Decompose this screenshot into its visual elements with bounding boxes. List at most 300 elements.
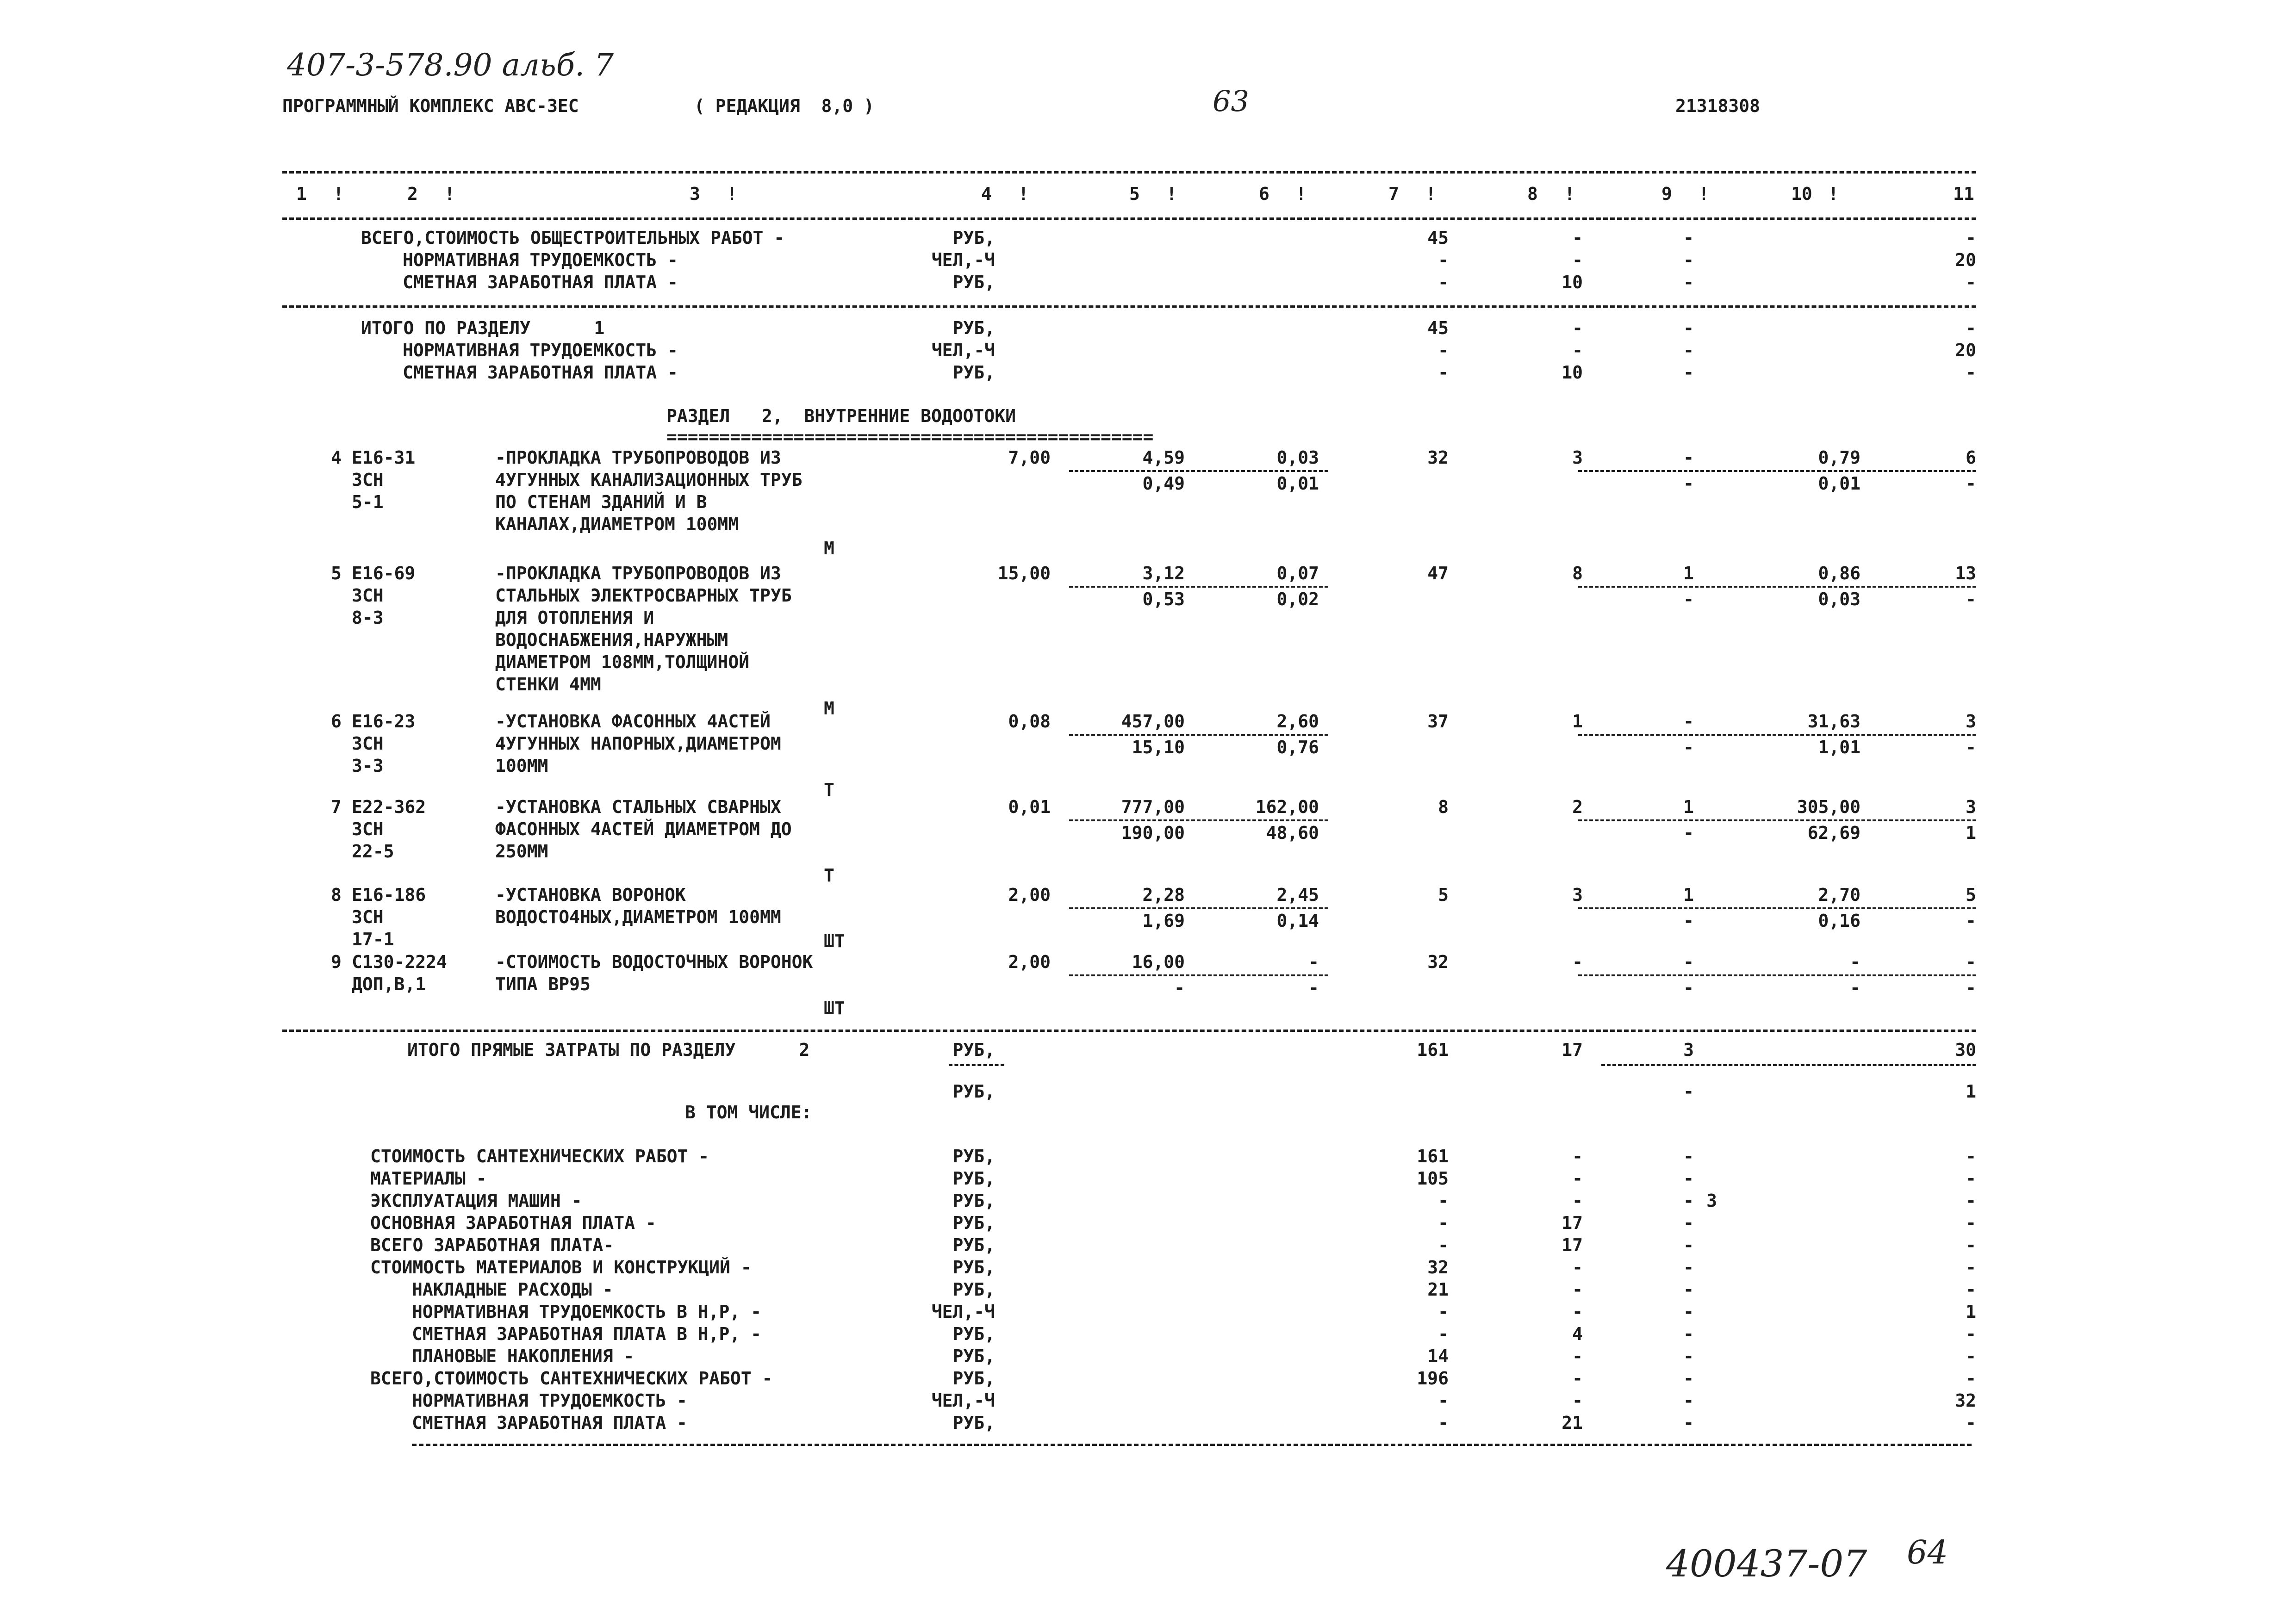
section1-total-c9: - <box>1683 362 1694 383</box>
item-c6b: - <box>1308 978 1319 998</box>
including-row-unit: РУБ, <box>952 1146 995 1166</box>
including-row-unit: ЧЕЛ,-Ч <box>931 1390 995 1411</box>
item-description: СТЕНКИ 4ММ <box>495 674 601 695</box>
including-row-c11: 32 <box>1955 1390 1976 1411</box>
column-number-6: 6 <box>1259 184 1269 204</box>
including-row-c9: - <box>1683 1146 1694 1166</box>
item-description: ВОДОСНАБЖЕНИЯ,НАРУЖНЫМ <box>495 630 728 650</box>
item-rule-a <box>1069 907 1328 909</box>
item-c8: 8 <box>1572 563 1583 583</box>
column-separator: ! <box>1425 184 1436 204</box>
general-total-c7: 45 <box>1427 228 1449 248</box>
item-c9b: - <box>1683 911 1694 931</box>
item-c11b: - <box>1966 473 1976 494</box>
direct-costs-unit: РУБ, <box>952 1040 995 1060</box>
including-row-c8: - <box>1572 1279 1583 1300</box>
including-row-c11: 1 <box>1966 1302 1976 1322</box>
item-c10a: - <box>1850 952 1860 972</box>
column-separator: ! <box>1166 184 1177 204</box>
item-c9b: - <box>1683 823 1694 843</box>
including-row-label: СТОИМОСТЬ МАТЕРИАЛОВ И КОНСТРУКЦИЙ - <box>370 1257 752 1278</box>
including-row-c8: - <box>1572 1302 1583 1322</box>
including-row-c7: - <box>1438 1324 1449 1344</box>
including-row-unit: РУБ, <box>952 1346 995 1366</box>
including-row-c8: 17 <box>1562 1235 1583 1255</box>
including-row-c9: - <box>1683 1235 1694 1255</box>
handwritten-code-top: 407-3-578.90 альб. 7 <box>287 47 614 83</box>
item-c9a: 1 <box>1683 797 1694 817</box>
item-c11b: - <box>1966 589 1976 609</box>
column-number-3: 3 <box>690 184 700 204</box>
item-quantity: 0,01 <box>1008 797 1051 817</box>
item-c5a: 457,00 <box>1121 711 1185 732</box>
including-row-c11: - <box>1966 1346 1976 1366</box>
item-rule-a <box>1069 734 1328 736</box>
item-c7: 47 <box>1427 563 1449 583</box>
direct-costs-rule <box>949 1064 1004 1066</box>
including-row-label: НОРМАТИВНАЯ ТРУДОЕМКОСТЬ - <box>412 1390 687 1411</box>
item-number: 6 <box>331 711 342 732</box>
item-c9b: - <box>1683 589 1694 609</box>
including-title: В ТОМ ЧИСЛЕ: <box>685 1102 812 1123</box>
column-number-10: 10 <box>1791 184 1812 204</box>
item-quantity: 2,00 <box>1008 885 1051 905</box>
including-row-c7: 14 <box>1427 1346 1449 1366</box>
item-c6a: 2,45 <box>1276 885 1319 905</box>
item-description: ПО СТЕНАМ ЗДАНИЙ И В <box>495 492 707 512</box>
section1-total-c11: - <box>1966 362 1976 383</box>
item-code: С130-2224 <box>352 952 447 972</box>
general-total-c8: - <box>1572 250 1583 270</box>
page-number: 63 <box>1213 84 1249 118</box>
including-row-c9: - <box>1683 1368 1694 1389</box>
including-row-unit: РУБ, <box>952 1324 995 1344</box>
item-c5b: 0,53 <box>1142 589 1185 609</box>
general-total-c8: - <box>1572 228 1583 248</box>
including-row-c8: - <box>1572 1257 1583 1278</box>
including-row-c11: - <box>1966 1213 1976 1233</box>
item-unit: ШТ <box>824 931 845 951</box>
including-row-c8: - <box>1572 1368 1583 1389</box>
item-c10a: 0,86 <box>1818 563 1860 583</box>
including-row-c8: - <box>1572 1346 1583 1366</box>
item-number: 8 <box>331 885 342 905</box>
including-row-c11: - <box>1966 1324 1976 1344</box>
including-row-c11: - <box>1966 1413 1976 1433</box>
item-description: -УСТАНОВКА ФАСОННЫХ 4АСТЕЙ <box>495 711 771 732</box>
including-row-c7: - <box>1438 1390 1449 1411</box>
including-row-c9x: 3 <box>1706 1191 1717 1211</box>
item-rule-a <box>1069 586 1328 588</box>
including-row-c7: 32 <box>1427 1257 1449 1278</box>
item-rule-b <box>1578 974 1976 976</box>
direct-costs-unit-2: РУБ, <box>952 1081 995 1102</box>
section1-total-label: СМЕТНАЯ ЗАРАБОТНАЯ ПЛАТА - <box>403 362 678 383</box>
including-row-c7: - <box>1438 1413 1449 1433</box>
column-separator: ! <box>1564 184 1575 204</box>
including-row-label: ОСНОВНАЯ ЗАРАБОТНАЯ ПЛАТА - <box>370 1213 656 1233</box>
item-c5a: 3,12 <box>1142 563 1185 583</box>
general-total-label: НОРМАТИВНАЯ ТРУДОЕМКОСТЬ - <box>403 250 678 270</box>
rule-before-direct-costs <box>282 1030 1976 1032</box>
item-description: СТАЛЬНЫХ ЭЛЕКТРОСВАРНЫХ ТРУБ <box>495 585 792 606</box>
item-c11a: 5 <box>1966 885 1976 905</box>
including-row-label: НОРМАТИВНАЯ ТРУДОЕМКОСТЬ В Н,Р, - <box>412 1302 761 1322</box>
item-rule-b <box>1578 586 1976 588</box>
item-c7: 32 <box>1427 447 1449 468</box>
including-row-c8: - <box>1572 1146 1583 1166</box>
item-code: 22-5 <box>352 841 394 862</box>
item-c6a: 2,60 <box>1276 711 1319 732</box>
including-row-c8: 17 <box>1562 1213 1583 1233</box>
item-quantity: 15,00 <box>997 563 1051 583</box>
including-row-c11: - <box>1966 1191 1976 1211</box>
including-row-c9: - <box>1683 1390 1694 1411</box>
item-description: 4УГУННЫХ КАНАЛИЗАЦИОННЫХ ТРУБ <box>495 470 803 490</box>
item-code: ЗСН <box>352 733 384 754</box>
general-total-c11: - <box>1966 272 1976 292</box>
section1-total-c9: - <box>1683 340 1694 360</box>
item-code: ЗСН <box>352 470 384 490</box>
including-row-c9: - <box>1683 1213 1694 1233</box>
including-row-label: НАКЛАДНЫЕ РАСХОДЫ - <box>412 1279 613 1300</box>
item-c11a: - <box>1966 952 1976 972</box>
item-c9a: - <box>1683 711 1694 732</box>
section1-total-label: НОРМАТИВНАЯ ТРУДОЕМКОСТЬ - <box>403 340 678 360</box>
item-c7: 8 <box>1438 797 1449 817</box>
item-description: -ПРОКЛАДКА ТРУБОПРОВОДОВ ИЗ <box>495 447 781 468</box>
section1-total-unit: ЧЕЛ,-Ч <box>931 340 995 360</box>
item-c11b: - <box>1966 978 1976 998</box>
item-c5a: 16,00 <box>1132 952 1185 972</box>
column-separator: ! <box>1699 184 1709 204</box>
item-quantity: 7,00 <box>1008 447 1051 468</box>
general-total-c9: - <box>1683 228 1694 248</box>
section1-total-c7: - <box>1438 340 1449 360</box>
item-c9a: - <box>1683 447 1694 468</box>
including-row-c7: - <box>1438 1191 1449 1211</box>
section1-total-label: ИТОГО ПО РАЗДЕЛУ 1 <box>361 318 605 338</box>
direct-costs-c11: 30 <box>1955 1040 1976 1060</box>
item-c10b: - <box>1850 978 1860 998</box>
handwritten-page-bottom: 64 <box>1907 1533 1948 1571</box>
direct-costs-c7: 161 <box>1417 1040 1449 1060</box>
item-code: ЗСН <box>352 907 384 927</box>
header-rule-top <box>282 171 1976 174</box>
including-row-c9: - <box>1683 1191 1694 1211</box>
general-total-c7: - <box>1438 250 1449 270</box>
item-quantity: 0,08 <box>1008 711 1051 732</box>
general-total-unit: РУБ, <box>952 228 995 248</box>
including-row-c11: - <box>1966 1279 1976 1300</box>
item-rule-a <box>1069 974 1328 976</box>
item-description: -ПРОКЛАДКА ТРУБОПРОВОДОВ ИЗ <box>495 563 781 583</box>
including-row-c9: - <box>1683 1168 1694 1189</box>
column-number-9: 9 <box>1661 184 1672 204</box>
general-total-c7: - <box>1438 272 1449 292</box>
item-rule-a <box>1069 819 1328 821</box>
including-row-c7: - <box>1438 1235 1449 1255</box>
item-c7: 5 <box>1438 885 1449 905</box>
item-c9a: 1 <box>1683 885 1694 905</box>
column-number-8: 8 <box>1527 184 1538 204</box>
item-c10b: 0,03 <box>1818 589 1860 609</box>
item-code: Е16-31 <box>352 447 416 468</box>
column-separator: ! <box>1296 184 1307 204</box>
including-row-label: СТОИМОСТЬ САНТЕХНИЧЕСКИХ РАБОТ - <box>370 1146 709 1166</box>
general-total-c8: 10 <box>1562 272 1583 292</box>
item-c6b: 0,76 <box>1276 737 1319 757</box>
general-total-c9: - <box>1683 250 1694 270</box>
item-c11a: 3 <box>1966 711 1976 732</box>
item-rule-a <box>1069 470 1328 472</box>
rule-after-general-total <box>282 305 1976 308</box>
item-c5b: 15,10 <box>1132 737 1185 757</box>
section1-total-unit: РУБ, <box>952 318 995 338</box>
section1-total-c11: 20 <box>1955 340 1976 360</box>
item-code: ЗСН <box>352 585 384 606</box>
column-number-1: 1 <box>296 184 307 204</box>
including-row-c9: - <box>1683 1324 1694 1344</box>
item-c10b: 0,01 <box>1818 473 1860 494</box>
including-row-c11: - <box>1966 1368 1976 1389</box>
item-code: Е16-23 <box>352 711 416 732</box>
including-row-c7: 21 <box>1427 1279 1449 1300</box>
direct-costs-label: ИТОГО ПРЯМЫЕ ЗАТРАТЫ ПО РАЗДЕЛУ 2 <box>407 1040 810 1060</box>
item-c8: 2 <box>1572 797 1583 817</box>
including-row-label: ПЛАНОВЫЕ НАКОПЛЕНИЯ - <box>412 1346 635 1366</box>
item-c10b: 1,01 <box>1818 737 1860 757</box>
general-total-label: СМЕТНАЯ ЗАРАБОТНАЯ ПЛАТА - <box>403 272 678 292</box>
handwritten-code-bottom: 400437-07 <box>1666 1542 1867 1585</box>
including-row-unit: РУБ, <box>952 1235 995 1255</box>
item-c8: 1 <box>1572 711 1583 732</box>
item-c5b: - <box>1174 978 1185 998</box>
including-row-c9: - <box>1683 1257 1694 1278</box>
general-total-unit: ЧЕЛ,-Ч <box>931 250 995 270</box>
item-c6b: 0,01 <box>1276 473 1319 494</box>
section1-total-c11: - <box>1966 318 1976 338</box>
item-description: ФАСОННЫХ 4АСТЕЙ ДИАМЕТРОМ ДО <box>495 819 792 839</box>
section1-total-c7: 45 <box>1427 318 1449 338</box>
item-c9b: - <box>1683 978 1694 998</box>
item-c10b: 0,16 <box>1818 911 1860 931</box>
item-c10b: 62,69 <box>1807 823 1860 843</box>
including-row-c8: - <box>1572 1191 1583 1211</box>
including-row-c9: - <box>1683 1346 1694 1366</box>
item-c6a: 0,03 <box>1276 447 1319 468</box>
item-unit: М <box>824 538 834 558</box>
column-separator: ! <box>1828 184 1839 204</box>
column-number-5: 5 <box>1129 184 1140 204</box>
item-code: 17-1 <box>352 929 394 949</box>
including-row-c8: - <box>1572 1390 1583 1411</box>
item-c5b: 1,69 <box>1142 911 1185 931</box>
item-description: ТИПА ВР95 <box>495 974 591 994</box>
general-total-c9: - <box>1683 272 1694 292</box>
including-row-c11: - <box>1966 1146 1976 1166</box>
including-row-c7: - <box>1438 1213 1449 1233</box>
including-row-c11: - <box>1966 1257 1976 1278</box>
including-row-label: СМЕТНАЯ ЗАРАБОТНАЯ ПЛАТА - <box>412 1413 687 1433</box>
item-unit: ШТ <box>824 998 845 1018</box>
column-separator: ! <box>444 184 455 204</box>
item-c6b: 48,60 <box>1266 823 1319 843</box>
item-code: 3-3 <box>352 756 384 776</box>
item-c6b: 0,02 <box>1276 589 1319 609</box>
item-c11a: 13 <box>1955 563 1976 583</box>
item-c7: 37 <box>1427 711 1449 732</box>
item-rule-b <box>1578 907 1976 909</box>
item-c11b: - <box>1966 911 1976 931</box>
item-c9a: 1 <box>1683 563 1694 583</box>
item-description: 250ММ <box>495 841 548 862</box>
program-name: ПРОГРАММНЫЙ КОМПЛЕКС АВС-3ЕС <box>282 96 579 116</box>
direct-costs-c8: 17 <box>1562 1040 1583 1060</box>
item-description: -УСТАНОВКА СТАЛЬНЫХ СВАРНЫХ <box>495 797 781 817</box>
general-total-label: ВСЕГО,СТОИМОСТЬ ОБЩЕСТРОИТЕЛЬНЫХ РАБОТ - <box>361 228 785 248</box>
item-c9b: - <box>1683 473 1694 494</box>
direct-costs-rule-right <box>1601 1064 1976 1066</box>
including-row-c9: - <box>1683 1279 1694 1300</box>
item-rule-b <box>1578 734 1976 736</box>
item-c9a: - <box>1683 952 1694 972</box>
column-separator: ! <box>727 184 737 204</box>
including-row-label: ВСЕГО ЗАРАБОТНАЯ ПЛАТА- <box>370 1235 614 1255</box>
item-description: 100ММ <box>495 756 548 776</box>
item-c6a: 0,07 <box>1276 563 1319 583</box>
section1-total-unit: РУБ, <box>952 362 995 383</box>
item-c10a: 0,79 <box>1818 447 1860 468</box>
including-row-c8: 4 <box>1572 1324 1583 1344</box>
item-c9b: - <box>1683 737 1694 757</box>
document-number: 21318308 <box>1675 96 1761 116</box>
item-c7: 32 <box>1427 952 1449 972</box>
including-row-c9: - <box>1683 1302 1694 1322</box>
item-c5b: 0,49 <box>1142 473 1185 494</box>
column-number-2: 2 <box>407 184 418 204</box>
item-c11b: 1 <box>1966 823 1976 843</box>
section-2-title: РАЗДЕЛ 2, ВНУТРЕННИЕ ВОДООТОКИ <box>666 406 1016 426</box>
item-description: -УСТАНОВКА ВОРОНОК <box>495 885 686 905</box>
including-row-c9: - <box>1683 1413 1694 1433</box>
item-number: 5 <box>331 563 342 583</box>
including-row-unit: РУБ, <box>952 1368 995 1389</box>
direct-costs-c9: 3 <box>1683 1040 1694 1060</box>
including-row-c7: 161 <box>1417 1146 1449 1166</box>
item-number: 4 <box>331 447 342 468</box>
general-total-c11: 20 <box>1955 250 1976 270</box>
item-c11a: 6 <box>1966 447 1976 468</box>
general-total-unit: РУБ, <box>952 272 995 292</box>
including-row-unit: РУБ, <box>952 1279 995 1300</box>
including-row-label: ВСЕГО,СТОИМОСТЬ САНТЕХНИЧЕСКИХ РАБОТ - <box>370 1368 773 1389</box>
item-description: КАНАЛАХ,ДИАМЕТРОМ 100ММ <box>495 514 739 534</box>
item-description: 4УГУННЫХ НАПОРНЫХ,ДИАМЕТРОМ <box>495 733 781 754</box>
item-c10a: 2,70 <box>1818 885 1860 905</box>
item-quantity: 2,00 <box>1008 952 1051 972</box>
item-c8: 3 <box>1572 885 1583 905</box>
item-rule-b <box>1578 470 1976 472</box>
item-c5b: 190,00 <box>1121 823 1185 843</box>
item-number: 9 <box>331 952 342 972</box>
column-number-7: 7 <box>1388 184 1399 204</box>
section1-total-c8: - <box>1572 318 1583 338</box>
item-c5a: 4,59 <box>1142 447 1185 468</box>
rule-final <box>412 1444 1972 1446</box>
including-row-c7: 196 <box>1417 1368 1449 1389</box>
including-row-c7: 105 <box>1417 1168 1449 1189</box>
section1-total-c7: - <box>1438 362 1449 383</box>
item-description: -СТОИМОСТЬ ВОДОСТОЧНЫХ ВОРОНОК <box>495 952 813 972</box>
item-c6b: 0,14 <box>1276 911 1319 931</box>
including-row-unit: РУБ, <box>952 1191 995 1211</box>
item-c10a: 31,63 <box>1807 711 1860 732</box>
item-c6a: - <box>1308 952 1319 972</box>
item-description: ДЛЯ ОТОПЛЕНИЯ И <box>495 608 654 628</box>
item-c8: - <box>1572 952 1583 972</box>
item-number: 7 <box>331 797 342 817</box>
item-code: ЗСН <box>352 819 384 839</box>
item-c5a: 777,00 <box>1121 797 1185 817</box>
item-description: ВОДОСТО4НЫХ,ДИАМЕТРОМ 100ММ <box>495 907 781 927</box>
item-unit: М <box>824 698 834 719</box>
item-unit: Т <box>824 865 834 886</box>
including-row-unit: ЧЕЛ,-Ч <box>931 1302 995 1322</box>
item-c11a: 3 <box>1966 797 1976 817</box>
item-description: ДИАМЕТРОМ 108ММ,ТОЛЩИНОЙ <box>495 652 750 672</box>
including-row-unit: РУБ, <box>952 1257 995 1278</box>
item-code: Е16-69 <box>352 563 416 583</box>
section1-total-c8: - <box>1572 340 1583 360</box>
item-c11b: - <box>1966 737 1976 757</box>
including-row-unit: РУБ, <box>952 1168 995 1189</box>
item-c6a: 162,00 <box>1255 797 1319 817</box>
including-row-c11: - <box>1966 1235 1976 1255</box>
including-row-c11: - <box>1966 1168 1976 1189</box>
item-rule-b <box>1578 819 1976 821</box>
column-number-11: 11 <box>1953 184 1974 204</box>
general-total-c11: - <box>1966 228 1976 248</box>
item-c8: 3 <box>1572 447 1583 468</box>
item-code: ДОП,В,1 <box>352 974 426 994</box>
column-number-4: 4 <box>981 184 992 204</box>
section1-total-c8: 10 <box>1562 362 1583 383</box>
including-row-unit: РУБ, <box>952 1413 995 1433</box>
including-row-unit: РУБ, <box>952 1213 995 1233</box>
column-separator: ! <box>1018 184 1029 204</box>
item-c5a: 2,28 <box>1142 885 1185 905</box>
including-row-label: СМЕТНАЯ ЗАРАБОТНАЯ ПЛАТА В Н,Р, - <box>412 1324 761 1344</box>
item-code: 8-3 <box>352 608 384 628</box>
including-row-label: ЭКСПЛУАТАЦИЯ МАШИН - <box>370 1191 582 1211</box>
item-code: Е16-186 <box>352 885 426 905</box>
header-rule-bottom <box>282 217 1976 220</box>
edition: ( РЕДАКЦИЯ 8,0 ) <box>694 96 874 116</box>
item-code: 5-1 <box>352 492 384 512</box>
section-2-underline: ============================================== <box>666 427 1154 447</box>
item-unit: Т <box>824 780 834 800</box>
direct-costs-c9b: - <box>1683 1081 1694 1102</box>
item-c10a: 305,00 <box>1797 797 1860 817</box>
including-row-c8: 21 <box>1562 1413 1583 1433</box>
including-row-c8: - <box>1572 1168 1583 1189</box>
item-code: Е22-362 <box>352 797 426 817</box>
including-row-c7: - <box>1438 1302 1449 1322</box>
column-separator: ! <box>333 184 344 204</box>
including-row-label: МАТЕРИАЛЫ - <box>370 1168 487 1189</box>
direct-costs-c11b: 1 <box>1966 1081 1976 1102</box>
